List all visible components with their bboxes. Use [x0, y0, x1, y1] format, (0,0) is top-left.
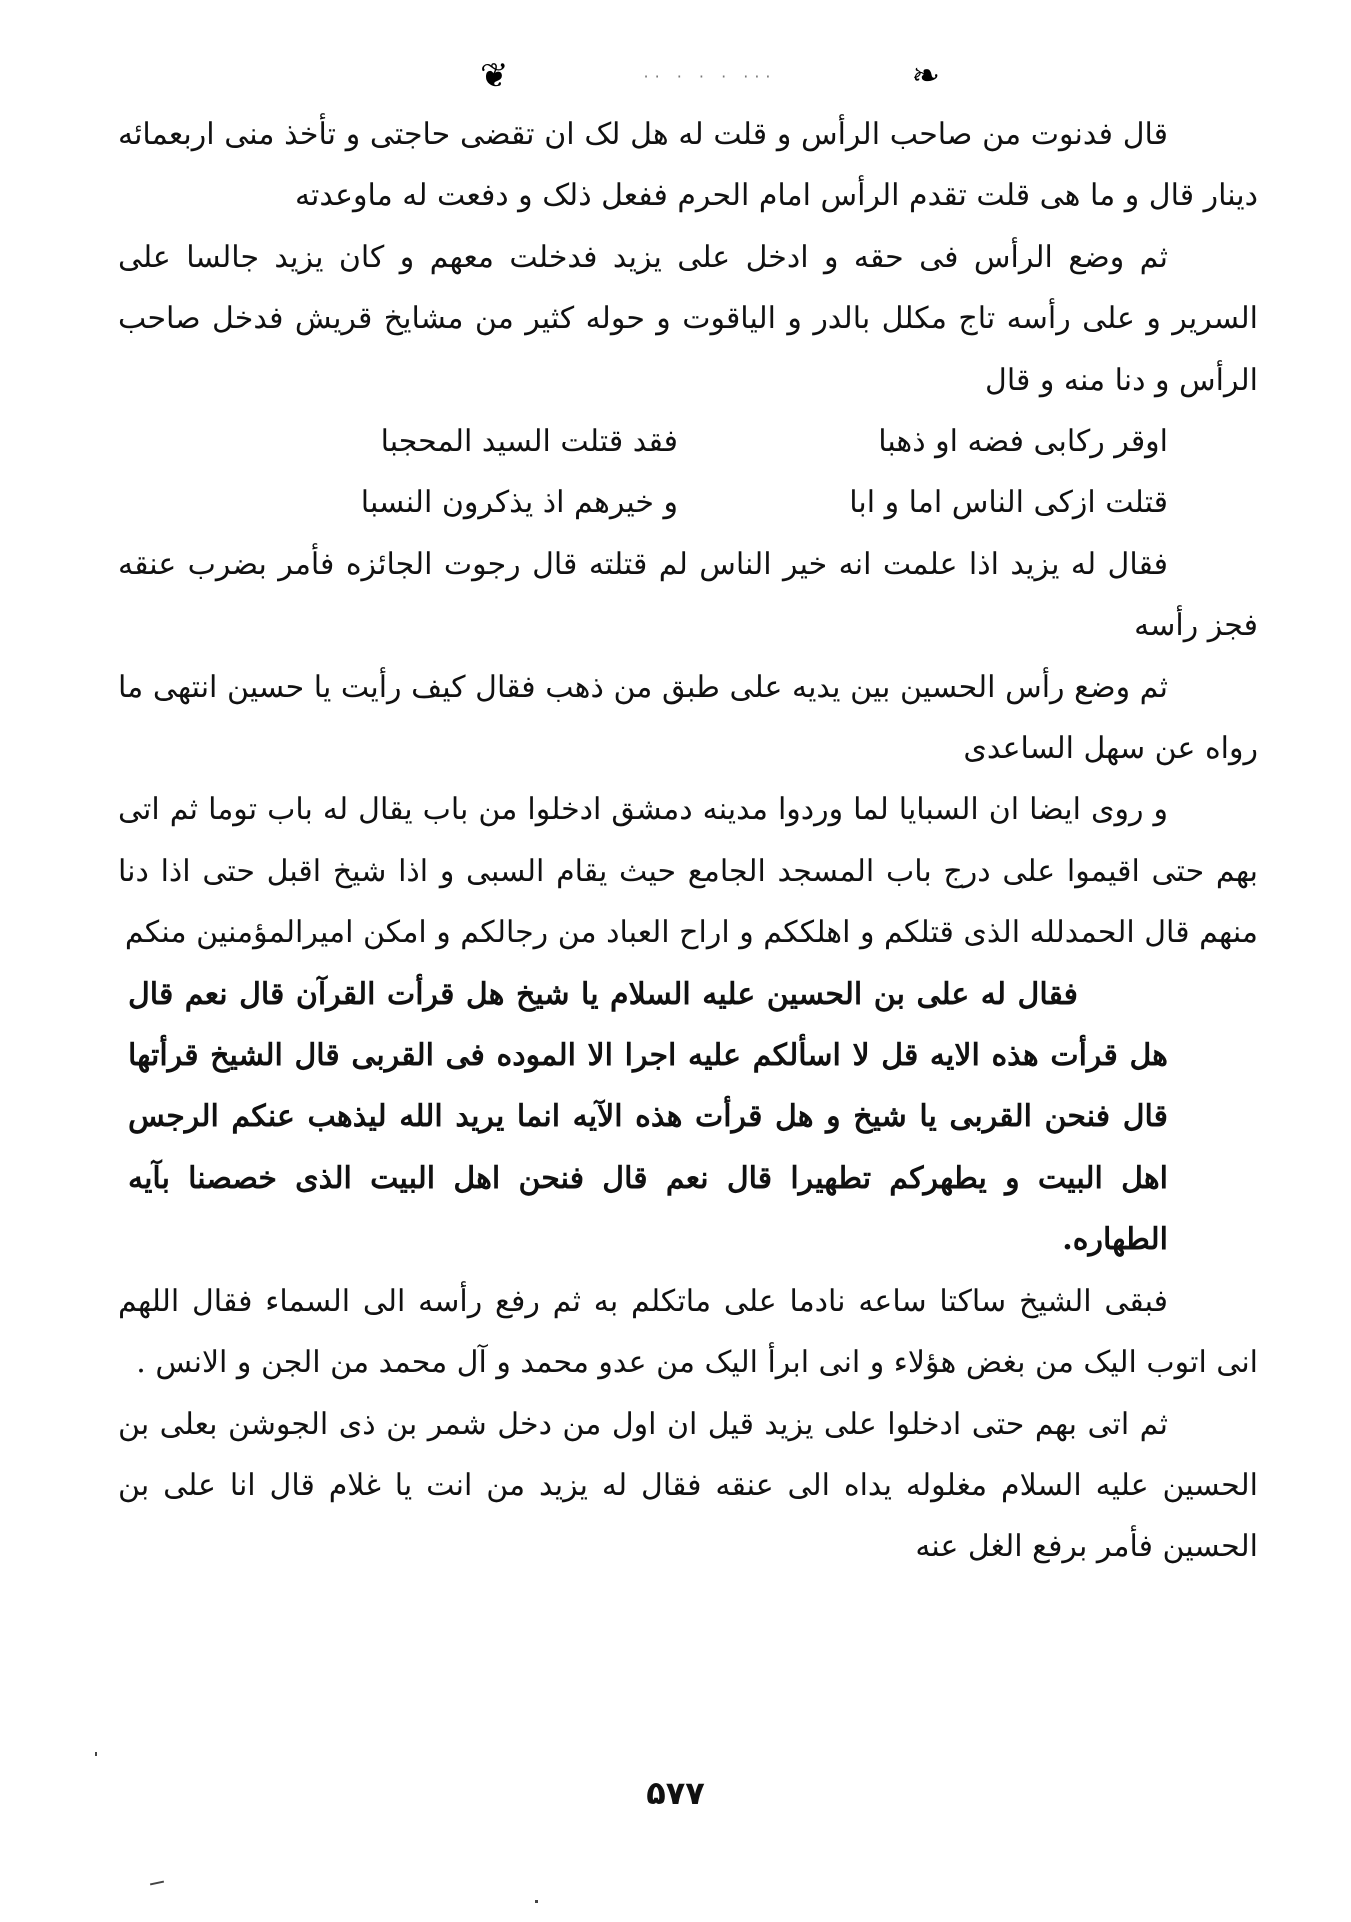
paragraph-7: ثم اتی بهم حتی ادخلوا علی یزید قیل ان اول من دخل شمر بن ذی الجوشن بعلی بن الحسین علیه السلام مغلوله یداه الی عنقه فقال له یزید من انت یا غلام قال انا علی بن الحسین فأمر برفع الغل عنه	[118, 1406, 1258, 1565]
right-ornament-icon: ❧	[911, 56, 940, 96]
scan-speck	[535, 1900, 538, 1903]
poem-line-1-second-hemistich: فقد قتلت السید المحجبا	[380, 424, 678, 460]
paragraph-6: فبقی الشیخ ساکتا ساعه نادما علی ماتکلم به ثم رفع رأسه الی السماء فقال اللهم انی اتوب الیک من بغض هؤلاء و انی ابرأ الیک من عدو محمد و آل محمد من الجن و الانس .	[118, 1283, 1258, 1381]
poem-line-2	[118, 472, 1258, 533]
scan-speck	[150, 1881, 164, 1886]
poem-line-2-second-hemistich: و خیرهم اذ یذکرون النسبا	[360, 485, 678, 521]
poem-line-2-first-hemistich: قتلت ازکی الناس اما و ابا	[849, 485, 1168, 521]
page-body	[118, 104, 1258, 1578]
paragraph-1: قال فدنوت من صاحب الرأس و قلت له هل لک ان تقضی حاجتی و تأخذ منی اربعمائه دینار قال و ما هی قلت تقدم الرأس امام الحرم ففعل ذلک و دفعت له ماوعدته	[118, 117, 1258, 214]
paragraph-5: و روی ایضا ان السبایا لما وردوا مدینه دمشق ادخلوا من باب یقال له باب توما ثم اتی بهم حتی اقیموا علی درج باب المسجد الجامع حیث یقام السبی و اذا شیخ اقبل حتی اذا دنا منهم قال الحمدلله الذی قتلکم و اهلککم و اراح العباد من رجالکم و امکن امیرالمؤمنین منکم	[118, 792, 1258, 951]
paragraph-3: فقال له یزید اذا علمت انه خیر الناس لم قتلته قال رجوت الجائزه فأمر بضرب عنقه فجز رأسه	[118, 546, 1258, 644]
paragraph-4: ثم وضع رأس الحسین بین یدیه علی طبق من ذهب فقال کیف رأیت یا حسین انتهی ما رواه عن سهل الساعدی	[118, 669, 1258, 767]
page-number: ۵۷۷	[646, 1774, 705, 1812]
running-title: ··· · · · ··	[643, 66, 777, 86]
page-header	[480, 56, 940, 96]
left-ornament-icon: ❦	[480, 56, 509, 96]
poem-line-1	[118, 411, 1258, 472]
paragraph-2: ثم وضع الرأس فی حقه و ادخل علی یزید فدخلت معهم و کان یزید جالسا علی السریر و علی رأسه تاج مکلل بالدر و الیاقوت و حوله کثیر من مشایخ قریش فدخل صاحب الرأس و دنا منه و قال	[118, 239, 1258, 398]
bold-quotation-block: فقال له علی بن الحسین علیه السلام یا شیخ هل قرأت القرآن قال نعم قال هل قرأت هذه الایه قل لا اسألکم علیه اجرا الا الموده فی القربی قال الشیخ قرأتها قال فنحن القربی یا شیخ و هل قرأت هذه الآیه انما یرید الله لیذهب عنکم الرجس اهل البیت و یطهرکم تطهیرا قال نعم قال فنحن اهل البیت الذی خصصنا بآیه الطهاره.	[128, 976, 1168, 1258]
poem-line-1-first-hemistich: اوقر رکابی فضه او ذهبا	[878, 424, 1168, 460]
scan-speck	[95, 1752, 97, 1756]
